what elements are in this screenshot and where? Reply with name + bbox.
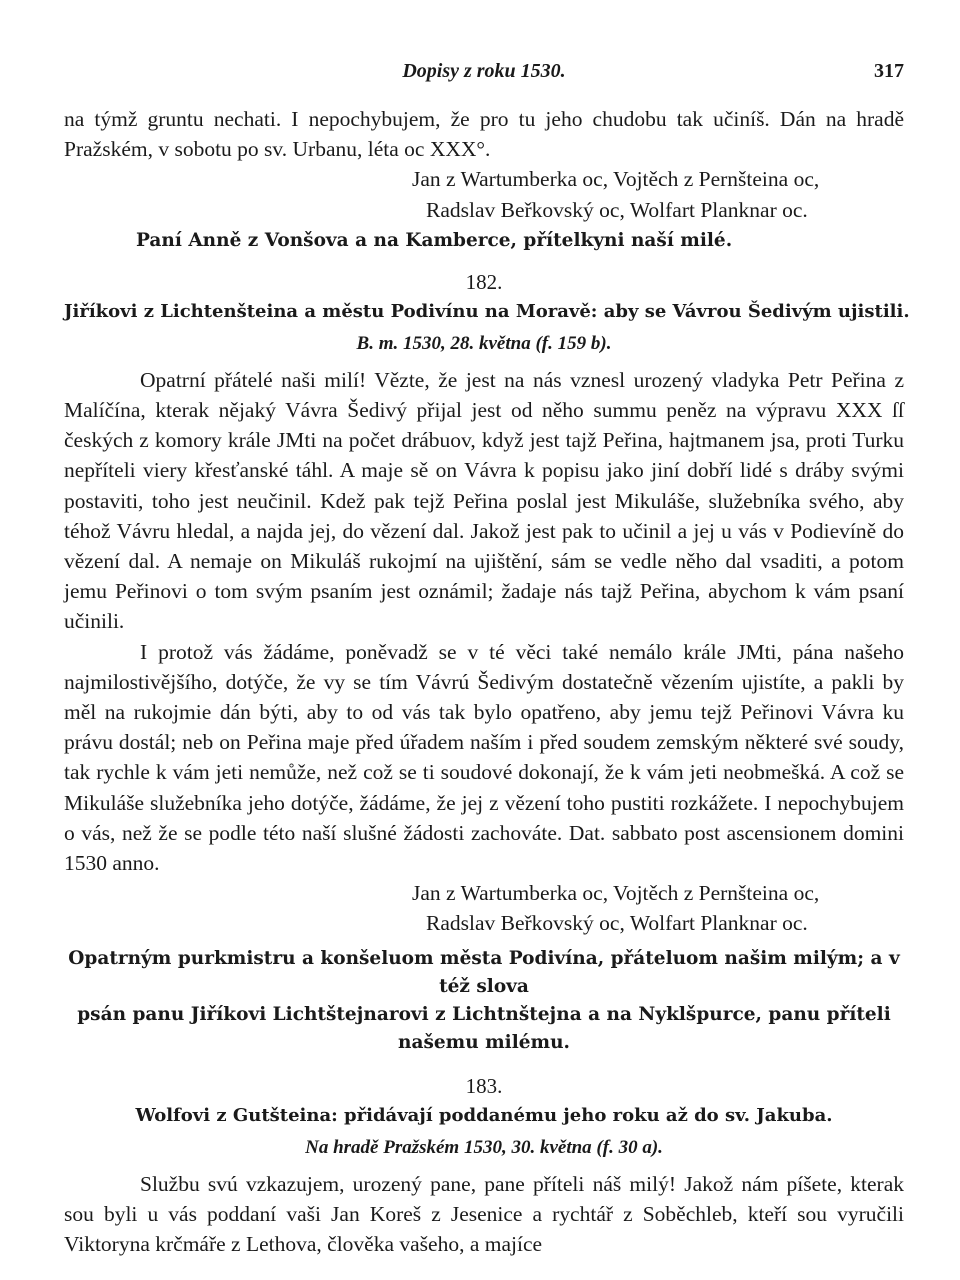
page-header [64, 60, 904, 88]
address-line: Paní Anně z Vonšova a na Kamberce, přítelkyni naší milé. [136, 229, 733, 251]
letter-182 [64, 267, 910, 1057]
letter-paragraph-1: Službu svú vzkazujem, urozený pane, pane příteli náš milý! Jakož nám píšete, kterak sou byli u vás poddaní vaši Jan Koreš z Jesenice a rychtář z Soběchleb, kteří sou vyručili Viktoryna krčmáře z Lethova, člověka vašeho, a majíce [64, 1171, 904, 1257]
signatories-line-1: Jan z Wartumberka oc, Vojtěch z Pernšteina oc, [412, 167, 820, 192]
letter-text: na týmž gruntu nechati. I nepochybujem, že pro tu jeho chudobu tak učiníš. Dán na hradě Pražském, v sobotu po sv. Urbanu, léta oc XXX°. [64, 107, 904, 162]
letter-number: 183. [465, 1073, 503, 1098]
signatories-line-2: Radslav Beřkovský oc, Wolfart Planknar oc. [426, 911, 808, 936]
address-line-1: Opatrným purkmistru a konšeluom města Podivína, přáteluom našim milým; a v též slova [68, 947, 900, 997]
letter-summary: Wolfovi z Gutšteina: přidávají poddanému jeho roku až do sv. Jakuba. [135, 1104, 833, 1126]
signatories-line-1: Jan z Wartumberka oc, Vojtěch z Pernšteina oc, [412, 881, 820, 906]
page-body [64, 104, 910, 1259]
letter-paragraph-1: Opatrní přátelé naši milí! Vězte, že jest na nás vznesl urozený vladyka Petr Peřina z Malíčína, kterak nějaký Vávra Šedivý přijal jest od něho summu peněz na výpravu XXX ſſ českých z komory krále JMti na počet drábuov, když jest tajž Peřina, hajtmanem jsa, proti Turku nepříteli viery křesťanské táhl. A maje sě on Vávra k popisu jako jiní dobří lidé s dráby svými postaviti, toho jest neučinil. Kdež pak tejž Peřina poslal jest Mikuláše, služebníka svého, aby téhož Vávru hledal, a najda jej, do vězení dal. Jakož jest pak to učinil a jej u vás v Podievíně do vězení dal. A nemaje on Mikuláš rukojmí na ujištění, sám se vedle něho dal vsaditi, a potom jemu Peřinovi o tom svým psaním jest oznámil; žadaje nás tajž Peřina, abychom k vám psaní učinili. [64, 367, 904, 634]
address-line-2: psán panu Jiříkovi Lichtštejnarovi z Lichtnštejna a na Nyklšpurce, panu příteli našemu milému. [77, 1003, 891, 1053]
letter-summary: Jiříkovi z Lichtenšteina a městu Podivínu na Moravě: aby se Vávrou Šedivým ujistili. [64, 300, 910, 322]
letter-dateline: Na hradě Pražském 1530, 30. května (f. 30 a). [305, 1136, 663, 1158]
letter-paragraph-2: I protož vás žádáme, poněvadž se v té věci také nemálo krále JMti, pána našeho najmilostivějšího, dotýče, že vy se tím Vávrú Šedivým dostatečně vězením ujistíte, a pakli by měl na rukojmie dán býti, aby to od vás tak bylo opatřeno, aby jemu tejž Peřinovi Vávra ku právu dostál; neb on Peřina maje před úřadem naším i před soudem zemským některé své soudy, tak rychle k vám jeti nemůže, než což se ti soudové dokonají, že k vám jeti neobmešká. A což se Mikuláše služebníka jeho dotýče, žádáme, že jej z vězení toho pustiti rozkážete. I nepochybujem o vás, než že se podle této naší slušné žádosti zachováte. Dat. sabbato post ascensionem domini 1530 anno. [64, 639, 904, 876]
letter-dateline: B. m. 1530, 28. května (f. 159 b). [356, 332, 612, 354]
letter-number: 182. [465, 269, 503, 294]
letter-183 [64, 1071, 904, 1260]
running-title: Dopisy z roku 1530. [402, 60, 566, 82]
page-number: 317 [874, 60, 904, 82]
signatories-line-2: Radslav Beřkovský oc, Wolfart Planknar oc. [426, 197, 808, 222]
letter-181-end [64, 104, 904, 255]
